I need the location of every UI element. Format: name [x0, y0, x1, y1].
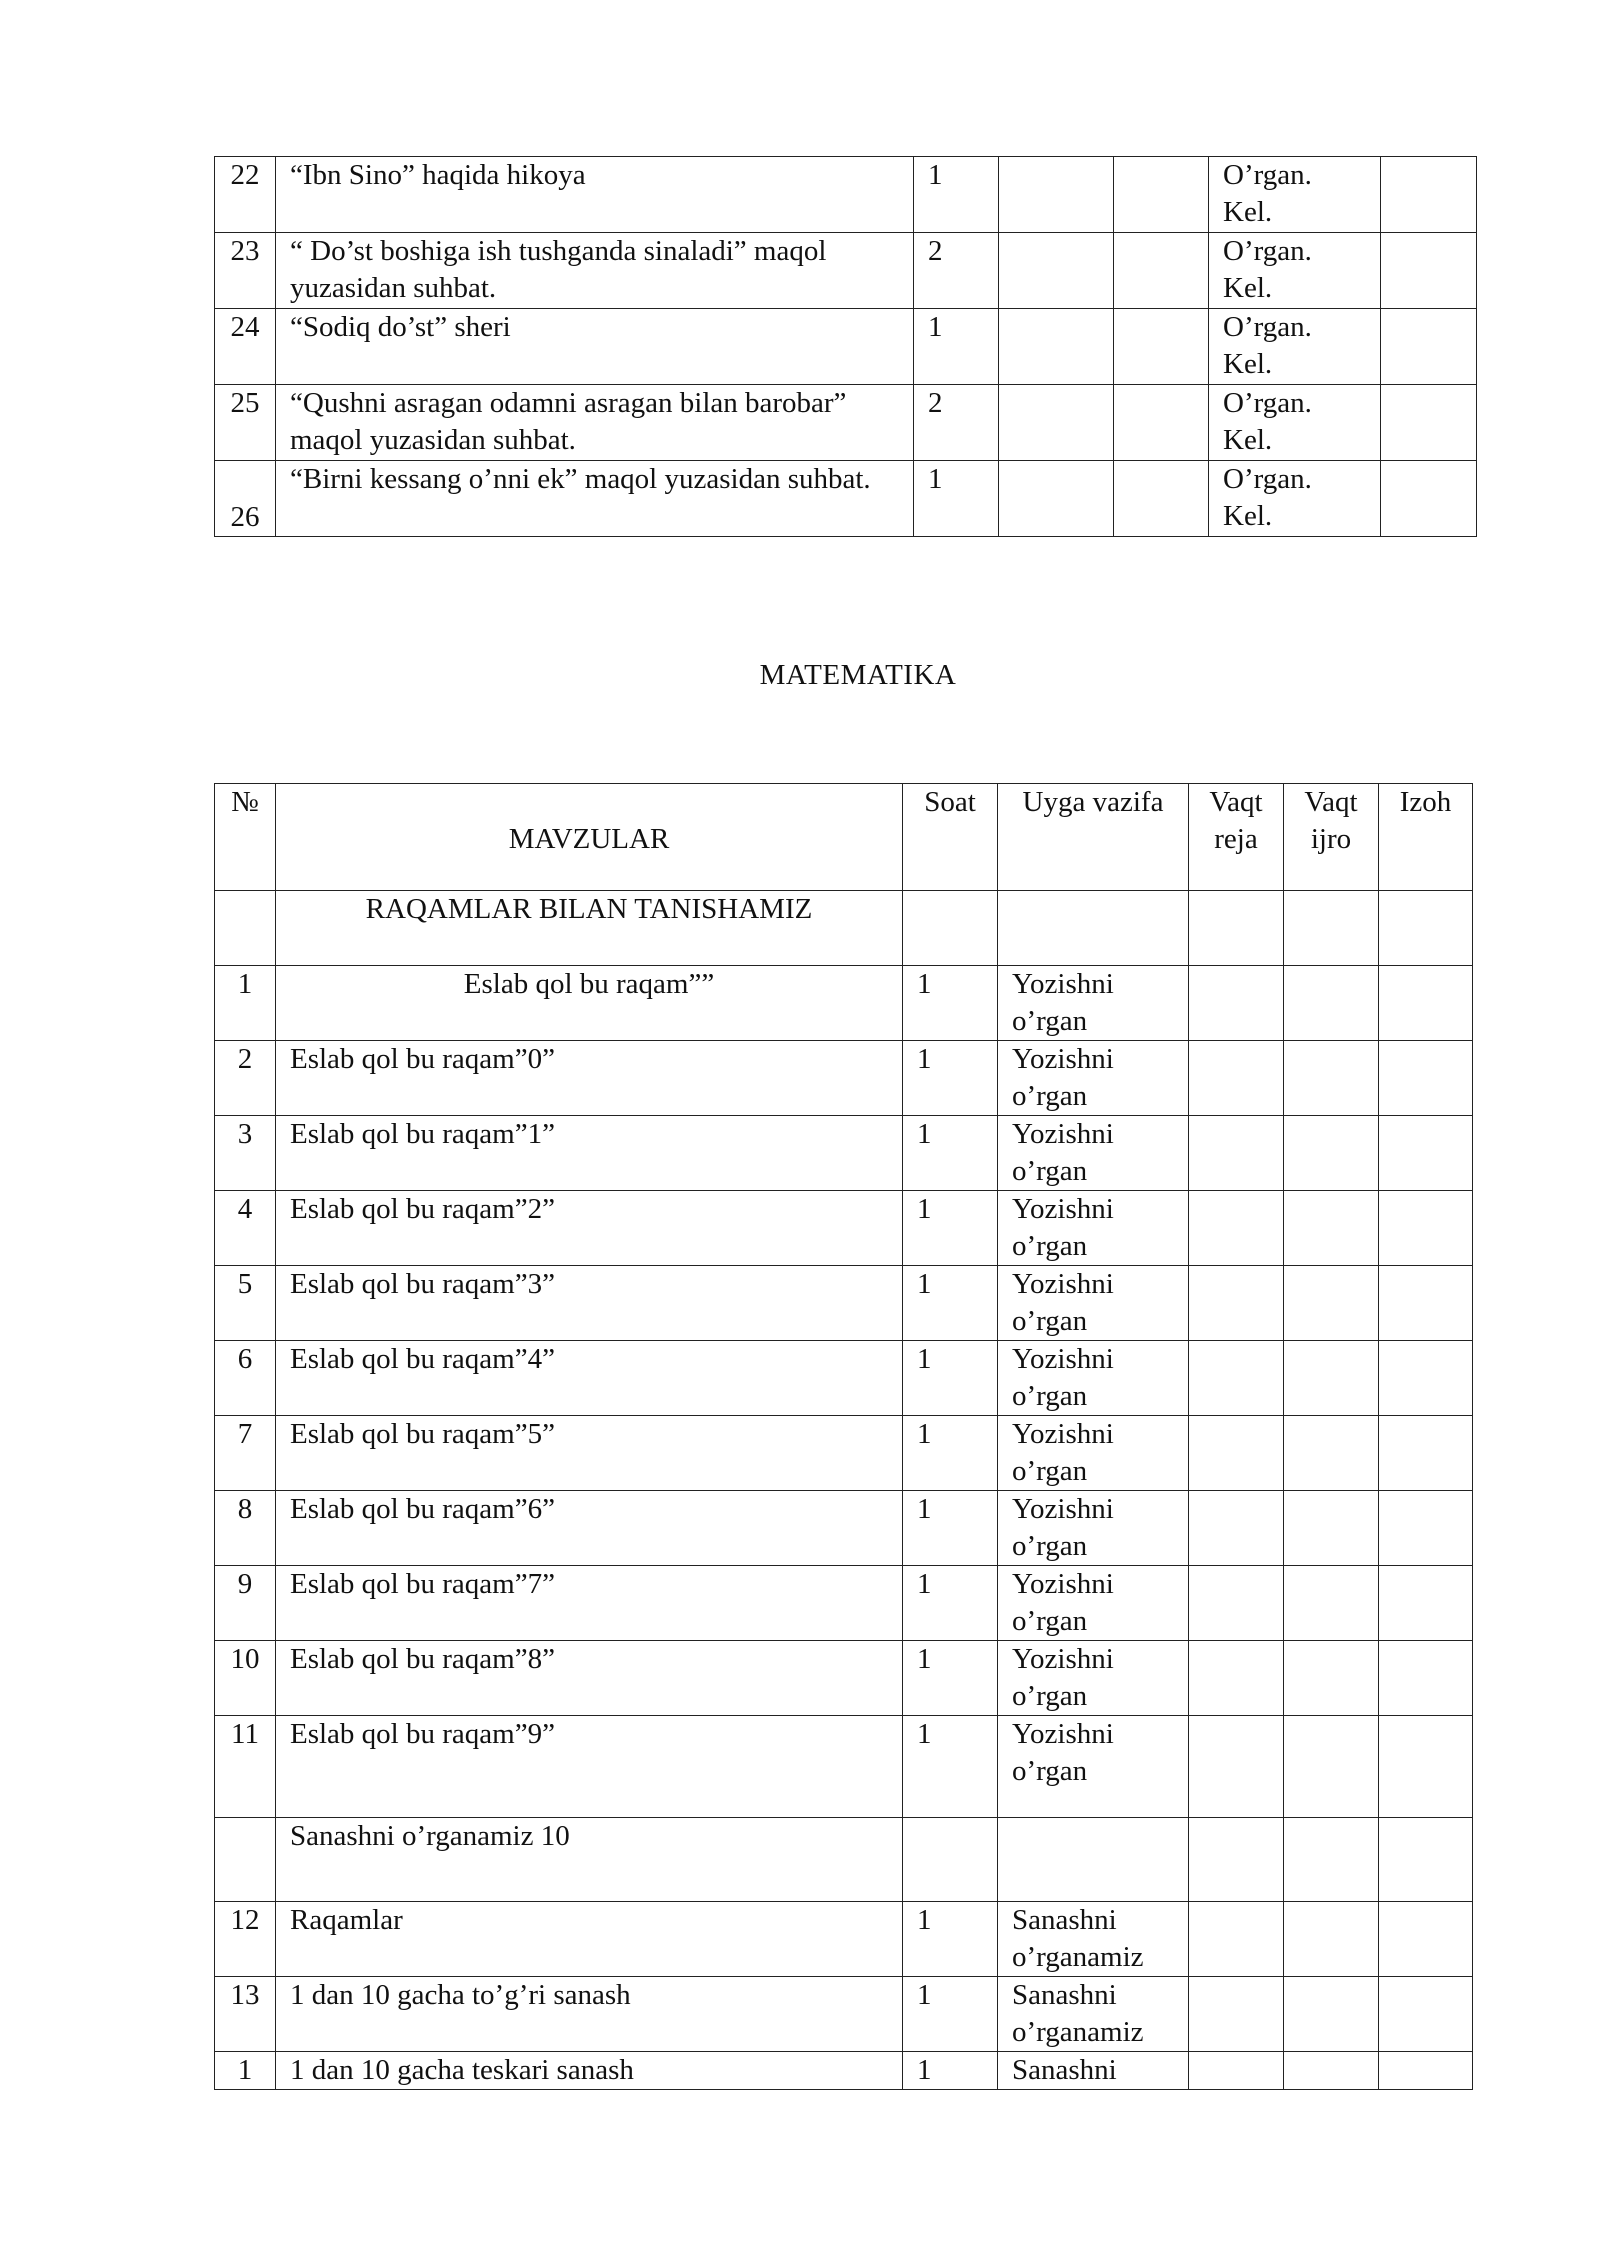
header-plan-time-line2: reja	[1214, 823, 1258, 855]
empty-cell	[999, 157, 1114, 233]
section-label: RAQAMLAR BILAN TANISHAMIZ	[276, 891, 903, 966]
topic-row	[215, 1977, 1473, 2052]
homework-line1: Yozishni	[1012, 1568, 1114, 1600]
empty-cell	[1189, 891, 1284, 966]
math-table-body	[215, 784, 1473, 2090]
row-status	[1209, 385, 1381, 461]
row-number: 5	[215, 1266, 276, 1341]
row-number: 10	[215, 1641, 276, 1716]
empty-cell	[1379, 1266, 1473, 1341]
row-hours: 1	[903, 1902, 998, 1977]
row-homework	[998, 1902, 1189, 1977]
row-topic: Eslab qol bu raqam”4”	[276, 1341, 903, 1416]
empty-cell	[1189, 1716, 1284, 1818]
homework-line2: o’rgan	[1012, 1755, 1088, 1787]
empty-cell	[903, 891, 998, 966]
empty-cell	[1284, 1041, 1379, 1116]
row-hours: 1	[914, 461, 999, 537]
row-hours: 1	[903, 1041, 998, 1116]
empty-cell	[1284, 1341, 1379, 1416]
row-topic: “Ibn Sino” haqida hikoya	[276, 157, 914, 233]
reading-row	[215, 233, 1477, 309]
empty-cell	[1284, 1641, 1379, 1716]
row-number: 24	[215, 309, 276, 385]
homework-line1: Yozishni	[1012, 1043, 1114, 1075]
row-topic: “Birni kessang o’nni ek” maqol yuzasidan suhbat.	[276, 461, 914, 537]
empty-cell	[1189, 1416, 1284, 1491]
row-homework	[998, 1716, 1189, 1818]
row-hours: 1	[903, 1491, 998, 1566]
row-hours: 1	[903, 1977, 998, 2052]
empty-cell	[1379, 1641, 1473, 1716]
row-topic: Eslab qol bu raqam”1”	[276, 1116, 903, 1191]
row-status	[1209, 157, 1381, 233]
empty-cell	[1189, 1266, 1284, 1341]
empty-cell	[1189, 1341, 1284, 1416]
row-hours: 1	[903, 1716, 998, 1818]
empty-cell	[1284, 1116, 1379, 1191]
empty-cell	[1189, 1566, 1284, 1641]
topic-row	[215, 1416, 1473, 1491]
empty-cell	[1379, 1341, 1473, 1416]
empty-cell	[1379, 891, 1473, 966]
math-table	[214, 783, 1473, 2090]
row-topic: Eslab qol bu raqam”7”	[276, 1566, 903, 1641]
row-number: 11	[215, 1716, 276, 1818]
homework-line2: o’rgan	[1012, 1380, 1088, 1412]
row-homework	[998, 1341, 1189, 1416]
empty-cell	[1284, 1716, 1379, 1818]
row-number: 3	[215, 1116, 276, 1191]
empty-cell	[1189, 1818, 1284, 1902]
empty-cell	[1189, 1491, 1284, 1566]
homework-line1: Yozishni	[1012, 1343, 1114, 1375]
reading-row	[215, 461, 1477, 537]
row-hours: 1	[914, 309, 999, 385]
homework-line2: o’rgan	[1012, 1080, 1088, 1112]
header-hours: Soat	[903, 784, 998, 891]
empty-cell	[1379, 966, 1473, 1041]
homework-line1: Yozishni	[1012, 1493, 1114, 1525]
empty-cell	[1284, 1491, 1379, 1566]
row-hours: 2	[914, 233, 999, 309]
row-hours: 1	[903, 1116, 998, 1191]
section-row	[215, 1818, 1473, 1902]
row-homework	[998, 1041, 1189, 1116]
row-homework	[998, 2052, 1189, 2090]
row-topic: Eslab qol bu raqam”2”	[276, 1191, 903, 1266]
empty-cell	[1379, 1041, 1473, 1116]
empty-cell	[1189, 1116, 1284, 1191]
row-topic: 1 dan 10 gacha teskari sanash	[276, 2052, 903, 2090]
row-hours: 1	[903, 1566, 998, 1641]
topic-row	[215, 1341, 1473, 1416]
empty-cell	[998, 891, 1189, 966]
empty-cell	[999, 385, 1114, 461]
homework-line2: o’rgan	[1012, 1605, 1088, 1637]
reading-row	[215, 309, 1477, 385]
row-topic: “Sodiq do’st” sheri	[276, 309, 914, 385]
empty-cell	[1379, 1416, 1473, 1491]
status-line2: Kel.	[1223, 348, 1273, 380]
header-done-time-line1: Vaqt	[1304, 786, 1358, 818]
empty-cell	[999, 461, 1114, 537]
homework-line1: Yozishni	[1012, 1418, 1114, 1450]
empty-cell	[1284, 1818, 1379, 1902]
row-number: 26	[215, 461, 276, 537]
row-hours: 1	[903, 1416, 998, 1491]
reading-row	[215, 385, 1477, 461]
row-homework	[998, 966, 1189, 1041]
status-line2: Kel.	[1223, 196, 1273, 228]
row-status	[1209, 233, 1381, 309]
row-status	[1209, 309, 1381, 385]
empty-cell	[1114, 157, 1209, 233]
empty-cell	[1381, 385, 1477, 461]
homework-line2: o’rganamiz	[1012, 2016, 1144, 2048]
header-plan-time-line1: Vaqt	[1209, 786, 1263, 818]
empty-cell	[1379, 1716, 1473, 1818]
row-number: 6	[215, 1341, 276, 1416]
homework-line2: o’rgan	[1012, 1455, 1088, 1487]
empty-cell	[998, 1818, 1189, 1902]
row-topic: Eslab qol bu raqam”3”	[276, 1266, 903, 1341]
empty-cell	[1381, 461, 1477, 537]
topic-row	[215, 1191, 1473, 1266]
row-number: 8	[215, 1491, 276, 1566]
homework-line1: Yozishni	[1012, 1268, 1114, 1300]
empty-cell	[1379, 2052, 1473, 2090]
row-number: 22	[215, 157, 276, 233]
status-line1: O’rgan.	[1223, 159, 1312, 191]
empty-cell	[1284, 1416, 1379, 1491]
header-note: Izoh	[1379, 784, 1473, 891]
status-line2: Kel.	[1223, 500, 1273, 532]
empty-cell	[1114, 385, 1209, 461]
row-number: 23	[215, 233, 276, 309]
status-line1: O’rgan.	[1223, 463, 1312, 495]
header-row	[215, 784, 1473, 891]
topic-row	[215, 2052, 1473, 2090]
header-done-time-line2: ijro	[1310, 823, 1352, 855]
empty-cell	[215, 1818, 276, 1902]
row-topic: “Qushni asragan odamni asragan bilan barobar” maqol yuzasidan suhbat.	[276, 385, 914, 461]
row-homework	[998, 1191, 1189, 1266]
empty-cell	[1189, 966, 1284, 1041]
empty-cell	[1284, 1902, 1379, 1977]
empty-cell	[1379, 1566, 1473, 1641]
section-label: Sanashni o’rganamiz 10	[276, 1818, 903, 1902]
empty-cell	[999, 309, 1114, 385]
topic-row	[215, 1716, 1473, 1818]
header-num: №	[215, 784, 276, 891]
empty-cell	[1379, 1977, 1473, 2052]
empty-cell	[1284, 1977, 1379, 2052]
empty-cell	[1284, 966, 1379, 1041]
row-number: 13	[215, 1977, 276, 2052]
empty-cell	[1379, 1191, 1473, 1266]
topic-row	[215, 1041, 1473, 1116]
empty-cell	[1379, 1116, 1473, 1191]
topic-row	[215, 1902, 1473, 1977]
row-number: 2	[215, 1041, 276, 1116]
header-topics: MAVZULAR	[276, 784, 903, 891]
row-homework	[998, 1491, 1189, 1566]
row-number: 9	[215, 1566, 276, 1641]
row-topic: Eslab qol bu raqam””	[276, 966, 903, 1041]
row-number: 4	[215, 1191, 276, 1266]
row-topic: Eslab qol bu raqam”8”	[276, 1641, 903, 1716]
empty-cell	[1379, 1902, 1473, 1977]
empty-cell	[1284, 1566, 1379, 1641]
empty-cell	[1189, 2052, 1284, 2090]
header-plan-time	[1189, 784, 1284, 891]
status-line1: O’rgan.	[1223, 311, 1312, 343]
homework-line1: Yozishni	[1012, 1193, 1114, 1225]
row-hours: 1	[914, 157, 999, 233]
empty-cell	[1189, 1977, 1284, 2052]
empty-cell	[1114, 233, 1209, 309]
empty-cell	[999, 233, 1114, 309]
homework-line2: o’rgan	[1012, 1305, 1088, 1337]
homework-line1: Yozishni	[1012, 1643, 1114, 1675]
empty-cell	[215, 891, 276, 966]
reading-table	[214, 156, 1477, 537]
topic-row	[215, 1116, 1473, 1191]
empty-cell	[1381, 157, 1477, 233]
empty-cell	[1381, 309, 1477, 385]
row-number: 1	[215, 966, 276, 1041]
row-number: 7	[215, 1416, 276, 1491]
homework-line2: o’rganamiz	[1012, 1941, 1144, 1973]
topic-row	[215, 1641, 1473, 1716]
row-hours: 1	[903, 2052, 998, 2090]
homework-line2: o’rgan	[1012, 1230, 1088, 1262]
homework-line2: o’rgan	[1012, 1155, 1088, 1187]
row-number: 12	[215, 1902, 276, 1977]
row-homework	[998, 1566, 1189, 1641]
row-hours: 1	[903, 1266, 998, 1341]
section-title: MATEMATIKA	[759, 659, 957, 691]
row-number: 1	[215, 2052, 276, 2090]
homework-line1: Yozishni	[1012, 1118, 1114, 1150]
empty-cell	[1114, 461, 1209, 537]
topic-row	[215, 1566, 1473, 1641]
row-hours: 1	[903, 1191, 998, 1266]
row-hours: 1	[903, 1641, 998, 1716]
homework-line1: Sanashni	[1012, 2054, 1117, 2086]
homework-line1: Yozishni	[1012, 1718, 1114, 1750]
empty-cell	[1284, 1266, 1379, 1341]
row-topic: Eslab qol bu raqam”6”	[276, 1491, 903, 1566]
empty-cell	[1284, 891, 1379, 966]
row-homework	[998, 1116, 1189, 1191]
empty-cell	[1189, 1641, 1284, 1716]
row-homework	[998, 1266, 1189, 1341]
homework-line2: o’rgan	[1012, 1680, 1088, 1712]
row-topic: 1 dan 10 gacha to’g’ri sanash	[276, 1977, 903, 2052]
status-line1: O’rgan.	[1223, 387, 1312, 419]
row-topic: “ Do’st boshiga ish tushganda sinaladi” maqol yuzasidan suhbat.	[276, 233, 914, 309]
empty-cell	[1284, 2052, 1379, 2090]
empty-cell	[1284, 1191, 1379, 1266]
row-topic: Eslab qol bu raqam”9”	[276, 1716, 903, 1818]
row-hours: 1	[903, 966, 998, 1041]
topic-row	[215, 1266, 1473, 1341]
header-done-time	[1284, 784, 1379, 891]
section-row	[215, 891, 1473, 966]
empty-cell	[903, 1818, 998, 1902]
empty-cell	[1379, 1818, 1473, 1902]
row-topic: Raqamlar	[276, 1902, 903, 1977]
homework-line1: Sanashni	[1012, 1979, 1117, 2011]
row-topic: Eslab qol bu raqam”5”	[276, 1416, 903, 1491]
empty-cell	[1189, 1902, 1284, 1977]
status-line2: Kel.	[1223, 272, 1273, 304]
empty-cell	[1189, 1191, 1284, 1266]
topic-row	[215, 1491, 1473, 1566]
homework-line2: o’rgan	[1012, 1530, 1088, 1562]
row-status	[1209, 461, 1381, 537]
homework-line1: Yozishni	[1012, 968, 1114, 1000]
row-hours: 1	[903, 1341, 998, 1416]
status-line1: O’rgan.	[1223, 235, 1312, 267]
homework-line2: o’rgan	[1012, 1005, 1088, 1037]
row-number: 25	[215, 385, 276, 461]
reading-row	[215, 157, 1477, 233]
header-homework: Uyga vazifa	[998, 784, 1189, 891]
topic-row	[215, 966, 1473, 1041]
row-homework	[998, 1977, 1189, 2052]
status-line2: Kel.	[1223, 424, 1273, 456]
reading-table-body	[215, 157, 1477, 537]
empty-cell	[1381, 233, 1477, 309]
row-topic: Eslab qol bu raqam”0”	[276, 1041, 903, 1116]
row-homework	[998, 1641, 1189, 1716]
row-homework	[998, 1416, 1189, 1491]
empty-cell	[1114, 309, 1209, 385]
homework-line1: Sanashni	[1012, 1904, 1117, 1936]
row-hours: 2	[914, 385, 999, 461]
empty-cell	[1189, 1041, 1284, 1116]
empty-cell	[1379, 1491, 1473, 1566]
